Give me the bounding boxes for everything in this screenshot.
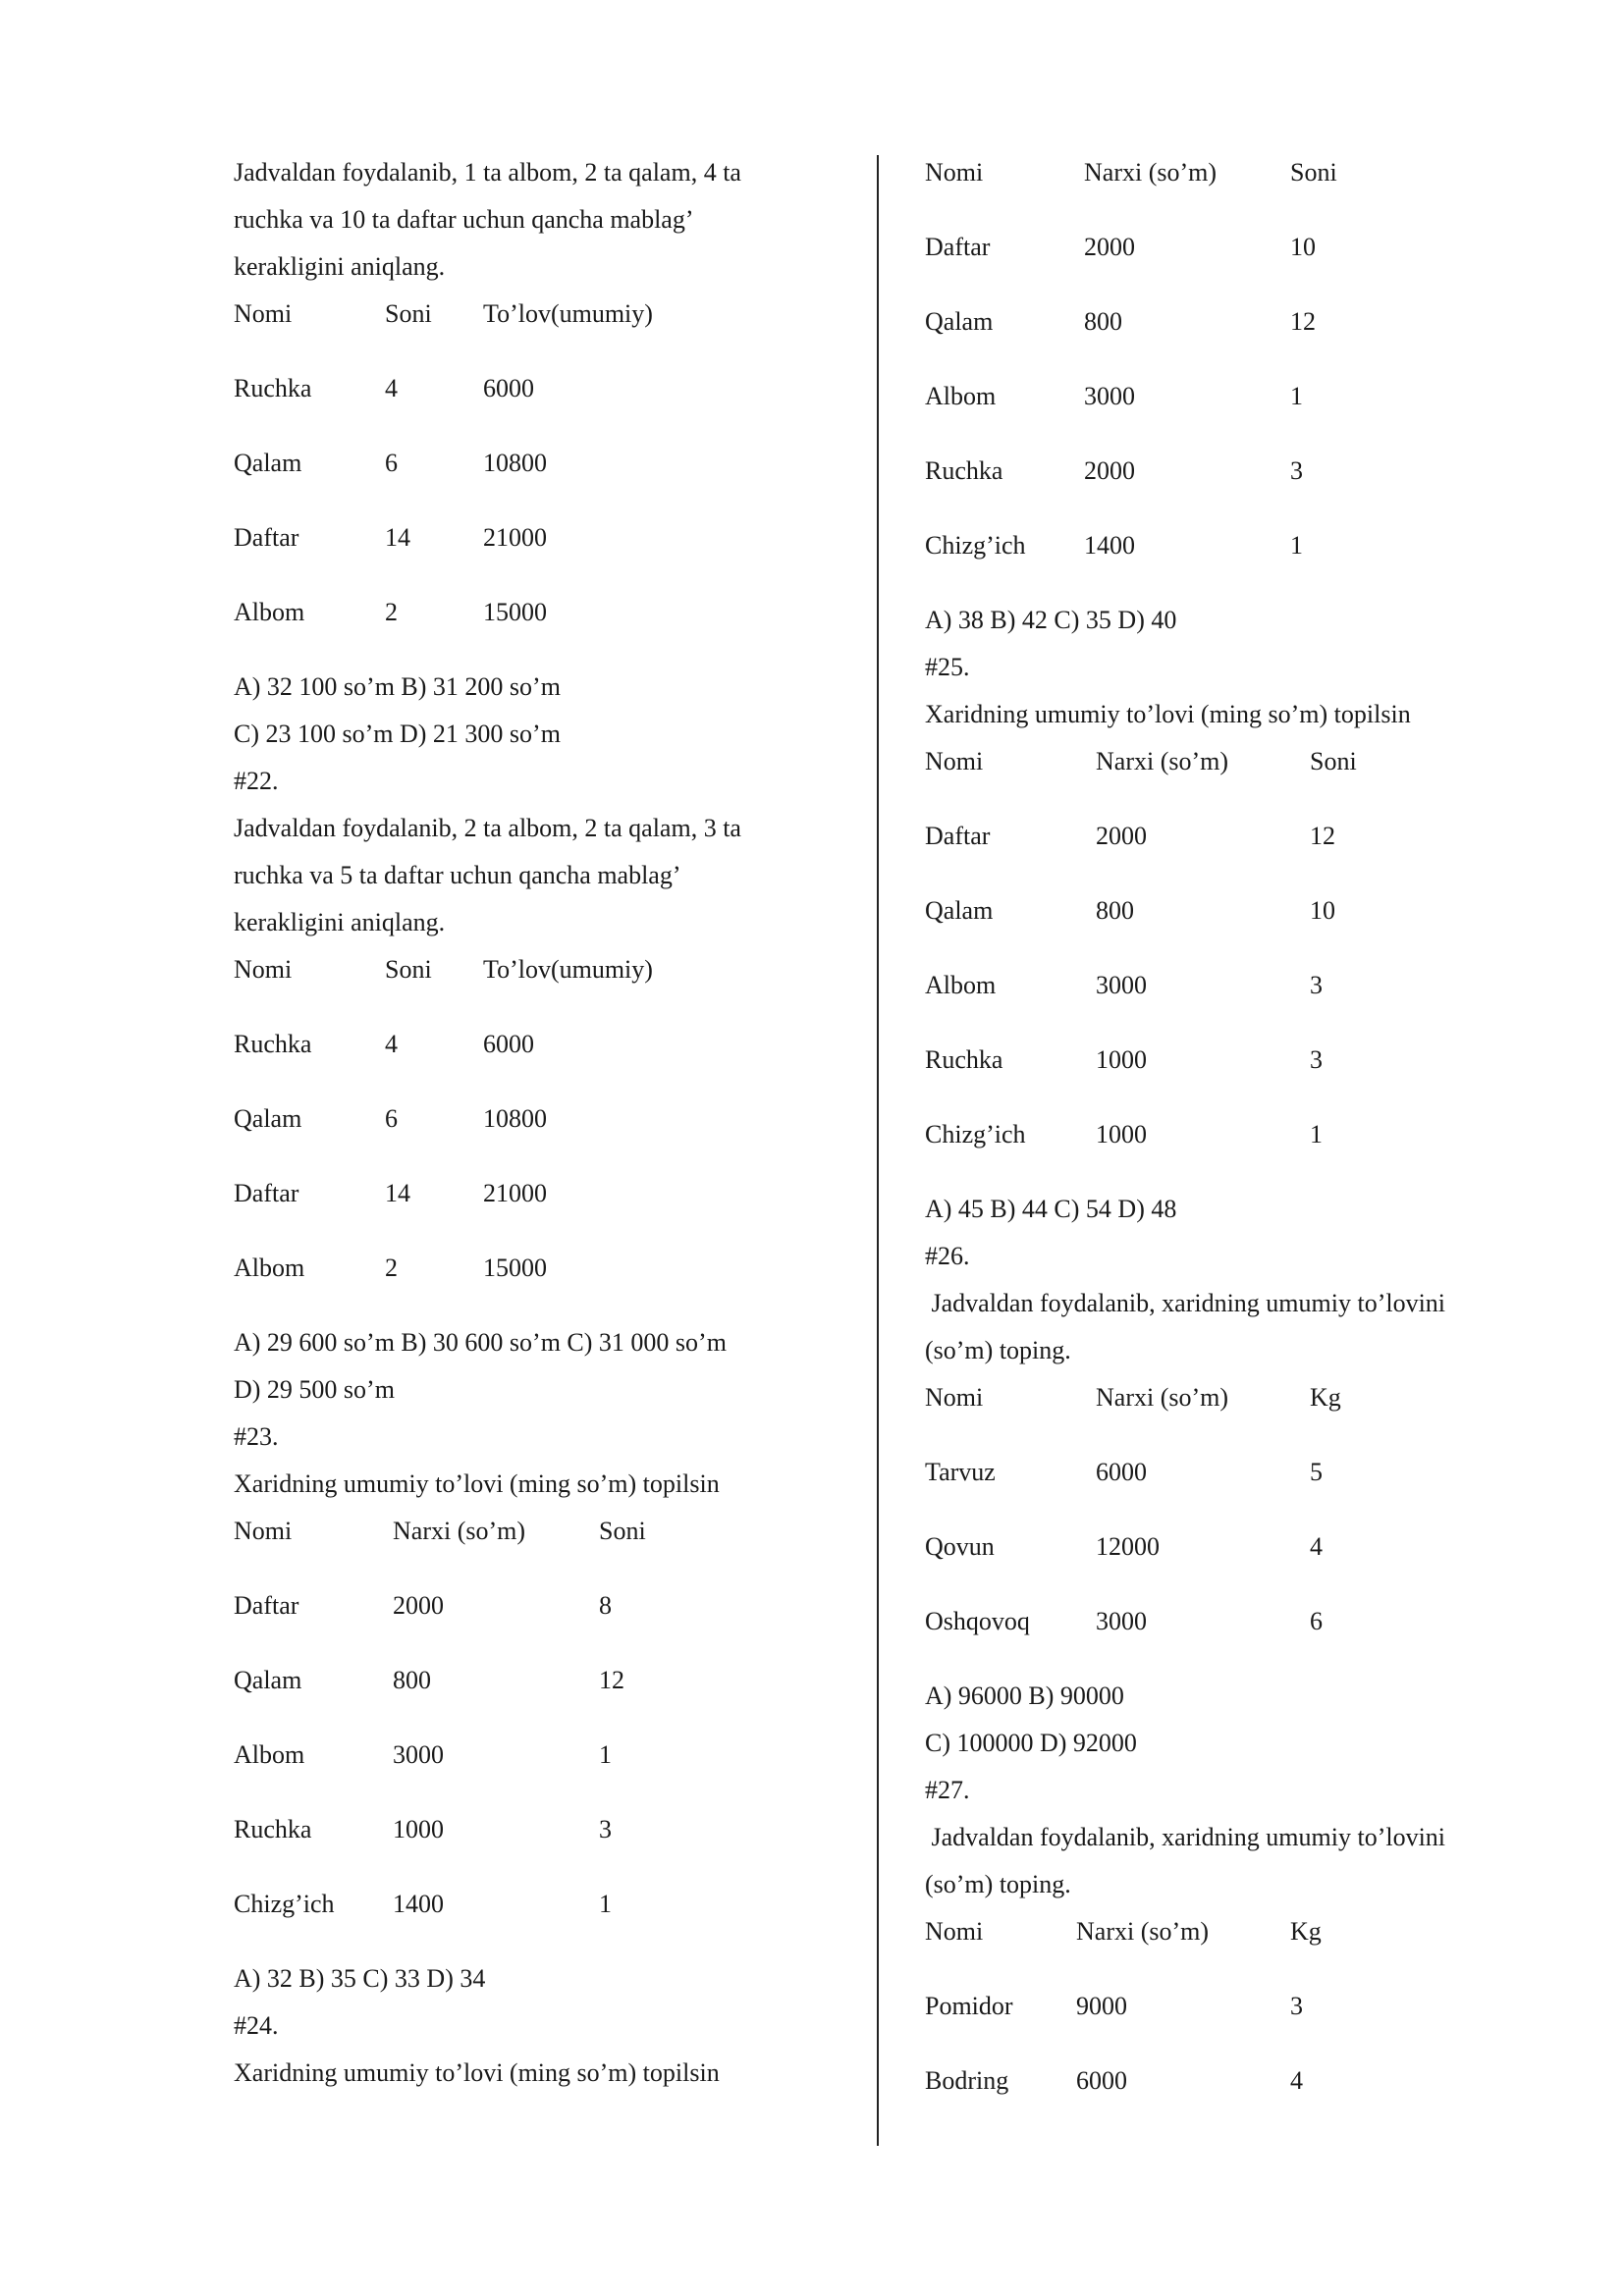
- table-cell: Albom: [234, 598, 305, 626]
- question-text-line: Xaridning umumiy to’lovi (ming so’m) topilsin: [234, 2058, 720, 2087]
- table-cell: Ruchka: [234, 1815, 312, 1843]
- column-divider: [877, 155, 879, 2146]
- table-row: [925, 1983, 1514, 2057]
- table-cell: Oshqovoq: [925, 1607, 1030, 1635]
- table-row: [925, 224, 1514, 298]
- answer-options: C) 23 100 so’m D) 21 300 so’m: [234, 720, 561, 748]
- table-1: [234, 291, 842, 664]
- table-cell: 6: [1310, 1607, 1323, 1635]
- table-cell: 2000: [393, 1591, 444, 1620]
- table-row: [234, 1582, 842, 1657]
- table-row: [925, 1449, 1514, 1523]
- table-cell: 3: [1290, 456, 1303, 485]
- table-cell: 10800: [483, 1104, 547, 1133]
- table-cell: 800: [393, 1666, 431, 1694]
- right-column: [925, 149, 1514, 2132]
- left-column: [234, 149, 842, 2097]
- table-cell: 3000: [1084, 382, 1135, 410]
- table-row: [234, 1021, 842, 1095]
- table-cell: 12000: [1096, 1532, 1160, 1561]
- table-row: [234, 1806, 842, 1881]
- table-cell: Albom: [234, 1740, 305, 1769]
- table-cell: Ruchka: [234, 1030, 312, 1058]
- table-row: [234, 1095, 842, 1170]
- table-header-cell: Narxi (so’m): [1084, 158, 1218, 187]
- table-cell: 800: [1096, 896, 1134, 925]
- table-header-row: [925, 1908, 1514, 1983]
- table-header-cell: To’lov(umumiy): [483, 299, 653, 328]
- table-cell: 1000: [1096, 1045, 1147, 1074]
- table-header-cell: Narxi (so’m): [1096, 747, 1229, 775]
- table-row: [925, 962, 1514, 1037]
- answer-options: A) 96000 B) 90000: [925, 1682, 1124, 1710]
- table-header-cell: Nomi: [234, 299, 293, 328]
- table-cell: Qovun: [925, 1532, 995, 1561]
- table-row: [234, 514, 842, 589]
- table-7: [925, 1908, 1514, 2132]
- question-number: #24.: [234, 2011, 279, 2040]
- table-header-cell: Narxi (so’m): [1076, 1917, 1210, 1946]
- table-cell: Daftar: [925, 822, 991, 850]
- table-row: [925, 813, 1514, 887]
- table-cell: 1: [1290, 382, 1303, 410]
- table-cell: Chizg’ich: [925, 1120, 1026, 1148]
- table-row: [234, 440, 842, 514]
- table-row: [234, 1732, 842, 1806]
- table-cell: Ruchka: [925, 1045, 1003, 1074]
- table-header-cell: Nomi: [925, 1383, 984, 1412]
- table-cell: Qalam: [925, 896, 994, 925]
- table-cell: 4: [1290, 2066, 1303, 2095]
- table-cell: 6000: [1076, 2066, 1127, 2095]
- table-header-cell: Narxi (so’m): [1096, 1383, 1229, 1412]
- table-cell: 4: [385, 374, 398, 402]
- table-cell: Qalam: [925, 307, 994, 336]
- table-cell: 3: [1310, 1045, 1323, 1074]
- table-cell: Daftar: [234, 523, 299, 552]
- table-cell: 2000: [1084, 456, 1135, 485]
- table-cell: 6000: [1096, 1458, 1147, 1486]
- table-cell: 8: [599, 1591, 612, 1620]
- table-cell: 12: [1310, 822, 1335, 850]
- table-cell: 21000: [483, 1179, 547, 1207]
- answer-options: A) 45 B) 44 C) 54 D) 48: [925, 1195, 1177, 1223]
- table-header-row: [234, 291, 842, 365]
- table-row: [234, 1657, 842, 1732]
- table-row: [925, 373, 1514, 448]
- question-number: #22.: [234, 767, 279, 795]
- table-header-cell: Kg: [1310, 1383, 1341, 1412]
- table-row: [234, 1245, 842, 1319]
- table-header-cell: To’lov(umumiy): [483, 955, 653, 984]
- table-cell: 15000: [483, 1254, 547, 1282]
- table-cell: 5: [1310, 1458, 1323, 1486]
- table-row: [925, 2057, 1514, 2132]
- table-cell: 10: [1310, 896, 1335, 925]
- table-cell: Pomidor: [925, 1992, 1013, 2020]
- table-row: [925, 1037, 1514, 1111]
- table-cell: 4: [1310, 1532, 1323, 1561]
- table-cell: 3000: [1096, 971, 1147, 999]
- table-row: [234, 365, 842, 440]
- table-header-cell: Nomi: [234, 955, 293, 984]
- table-header-cell: Nomi: [925, 158, 984, 187]
- table-cell: Qalam: [234, 449, 302, 477]
- table-cell: 14: [385, 523, 410, 552]
- question-text-line: ruchka va 5 ta daftar uchun qancha mablag’: [234, 861, 681, 889]
- answer-options: C) 100000 D) 92000: [925, 1729, 1137, 1757]
- table-row: [234, 589, 842, 664]
- question-text-line: (so’m) toping.: [925, 1870, 1071, 1898]
- table-2: [234, 946, 842, 1319]
- table-cell: Albom: [925, 971, 997, 999]
- table-header-row: [234, 946, 842, 1021]
- table-cell: 1: [599, 1890, 612, 1918]
- table-header-row: [925, 738, 1514, 813]
- table-header-row: [925, 149, 1514, 224]
- question-text-line: Xaridning umumiy to’lovi (ming so’m) topilsin: [234, 1469, 720, 1498]
- table-cell: Daftar: [234, 1591, 299, 1620]
- table-cell: Tarvuz: [925, 1458, 996, 1486]
- table-cell: 6000: [483, 374, 534, 402]
- table-cell: 14: [385, 1179, 410, 1207]
- table-cell: 800: [1084, 307, 1122, 336]
- table-5: [925, 738, 1514, 1186]
- question-21-text: [234, 149, 842, 291]
- table-cell: 1000: [393, 1815, 444, 1843]
- question-text-line: (so’m) toping.: [925, 1336, 1071, 1364]
- table-cell: 9000: [1076, 1992, 1127, 2020]
- question-text-line: Jadvaldan foydalanib, xaridning umumiy to’lovini: [925, 1823, 1446, 1851]
- table-cell: 3000: [393, 1740, 444, 1769]
- table-header-cell: Soni: [385, 299, 432, 328]
- table-header-cell: Soni: [385, 955, 432, 984]
- table-cell: 3: [1310, 971, 1323, 999]
- table-cell: Daftar: [925, 233, 991, 261]
- table-cell: 1400: [393, 1890, 444, 1918]
- table-cell: 2000: [1084, 233, 1135, 261]
- question-number: #26.: [925, 1242, 970, 1270]
- table-cell: 6: [385, 449, 398, 477]
- table-row: [234, 1881, 842, 1955]
- table-cell: 10: [1290, 233, 1316, 261]
- table-cell: 15000: [483, 598, 547, 626]
- table-cell: Daftar: [234, 1179, 299, 1207]
- answer-options: A) 29 600 so’m B) 30 600 so’m C) 31 000 so’m: [234, 1328, 727, 1357]
- table-cell: 4: [385, 1030, 398, 1058]
- answer-options: A) 32 100 so’m B) 31 200 so’m: [234, 672, 561, 701]
- table-row: [925, 1598, 1514, 1673]
- table-header-cell: Soni: [599, 1517, 646, 1545]
- question-text-line: ruchka va 10 ta daftar uchun qancha mablag’: [234, 205, 694, 234]
- table-cell: 3000: [1096, 1607, 1147, 1635]
- table-header-row: [925, 1374, 1514, 1449]
- table-cell: 1: [1290, 531, 1303, 560]
- table-cell: Qalam: [234, 1104, 302, 1133]
- table-cell: Albom: [234, 1254, 305, 1282]
- table-3: [234, 1508, 842, 1955]
- table-header-cell: Nomi: [925, 747, 984, 775]
- table-cell: 10800: [483, 449, 547, 477]
- question-number: #25.: [925, 653, 970, 681]
- question-text-line: kerakligini aniqlang.: [234, 252, 446, 281]
- table-header-cell: Kg: [1290, 1917, 1322, 1946]
- table-cell: Chizg’ich: [234, 1890, 335, 1918]
- question-text-line: Jadvaldan foydalanib, 1 ta albom, 2 ta qalam, 4 ta: [234, 158, 741, 187]
- question-number: #27.: [925, 1776, 970, 1804]
- answer-options: D) 29 500 so’m: [234, 1375, 395, 1404]
- table-cell: 1: [1310, 1120, 1323, 1148]
- table-row: [925, 1523, 1514, 1598]
- table-row: [234, 1170, 842, 1245]
- table-cell: 3: [1290, 1992, 1303, 2020]
- table-row: [925, 522, 1514, 597]
- question-text-line: Jadvaldan foydalanib, 2 ta albom, 2 ta qalam, 3 ta: [234, 814, 741, 842]
- table-row: [925, 298, 1514, 373]
- table-6: [925, 1374, 1514, 1673]
- table-row: [925, 448, 1514, 522]
- table-4: [925, 149, 1514, 597]
- table-header-cell: Narxi (so’m): [393, 1517, 526, 1545]
- table-cell: Chizg’ich: [925, 531, 1026, 560]
- table-cell: Bodring: [925, 2066, 1009, 2095]
- question-number: #23.: [234, 1422, 279, 1451]
- table-cell: 6000: [483, 1030, 534, 1058]
- answer-options: A) 32 B) 35 C) 33 D) 34: [234, 1964, 486, 1993]
- table-cell: 3: [599, 1815, 612, 1843]
- answer-options: A) 38 B) 42 C) 35 D) 40: [925, 606, 1177, 634]
- question-text-line: kerakligini aniqlang.: [234, 908, 446, 936]
- table-cell: 2000: [1096, 822, 1147, 850]
- table-cell: 2: [385, 598, 398, 626]
- table-cell: 21000: [483, 523, 547, 552]
- question-text-line: Jadvaldan foydalanib, xaridning umumiy to’lovini: [925, 1289, 1446, 1317]
- table-header-row: [234, 1508, 842, 1582]
- table-row: [925, 887, 1514, 962]
- table-header-cell: Soni: [1290, 158, 1337, 187]
- table-row: [925, 1111, 1514, 1186]
- table-cell: 2: [385, 1254, 398, 1282]
- table-cell: 12: [1290, 307, 1316, 336]
- question-text-line: Xaridning umumiy to’lovi (ming so’m) topilsin: [925, 700, 1411, 728]
- table-header-cell: Soni: [1310, 747, 1357, 775]
- table-cell: Albom: [925, 382, 997, 410]
- table-cell: 1: [599, 1740, 612, 1769]
- table-header-cell: Nomi: [234, 1517, 293, 1545]
- table-cell: 12: [599, 1666, 624, 1694]
- table-cell: Ruchka: [925, 456, 1003, 485]
- table-header-cell: Nomi: [925, 1917, 984, 1946]
- table-cell: Ruchka: [234, 374, 312, 402]
- table-cell: 6: [385, 1104, 398, 1133]
- table-cell: 1400: [1084, 531, 1135, 560]
- table-cell: 1000: [1096, 1120, 1147, 1148]
- table-cell: Qalam: [234, 1666, 302, 1694]
